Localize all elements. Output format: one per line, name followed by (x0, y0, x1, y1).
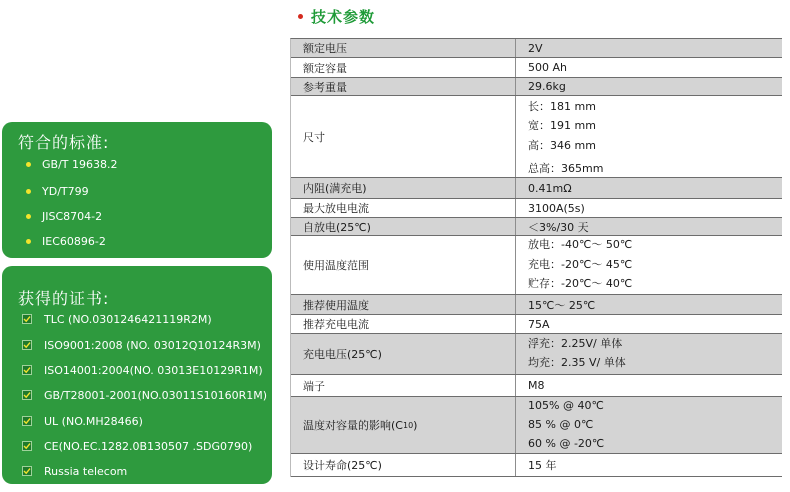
spec-value-line: 105% @ 40℃ (528, 399, 604, 412)
spec-value-line: 总高：365mm (528, 162, 604, 175)
standard-item (26, 234, 106, 250)
bullet-icon (26, 189, 31, 194)
standard-label: IEC60896-2 (42, 235, 106, 248)
spec-row (291, 178, 782, 199)
spec-value: 75A (528, 317, 550, 331)
spec-title (298, 6, 375, 27)
certificate-label: UL (NO.MH28466) (44, 415, 143, 428)
spec-name: 使用温度范围 (291, 236, 516, 294)
spec-value: 500 Ah (528, 61, 567, 74)
spec-row (291, 375, 782, 397)
standard-label: JISC8704-2 (42, 210, 103, 223)
spec-value: 2V (528, 41, 543, 55)
spec-value-group (516, 96, 782, 177)
certificate-item (22, 414, 143, 430)
standard-item (26, 209, 102, 225)
standards-panel (2, 122, 272, 258)
spec-value: 3100A(5s) (528, 201, 585, 215)
spec-name: 额定电压 (291, 39, 516, 57)
spec-value-group (516, 334, 782, 374)
standard-item (26, 157, 117, 173)
standard-label: YD/T799 (42, 185, 89, 198)
spec-name-text: 温度对容量的影响(C (303, 419, 403, 432)
certificate-item (22, 363, 263, 379)
certificate-item (22, 464, 127, 480)
spec-value: 29.6kg (528, 80, 566, 93)
spec-row (291, 96, 782, 178)
checkbox-checked-icon (22, 314, 32, 324)
bullet-icon (26, 239, 31, 244)
certificate-label: Russia telecom (44, 465, 128, 478)
certificate-label: CE(NO.EC.1282.0B130507 .SDG0790) (44, 440, 253, 453)
spec-name: 设计寿命(25℃) (291, 454, 516, 476)
spec-value-line: 宽：191 mm (528, 119, 596, 132)
certificate-label: GB/T28001-2001(NO.03011S10160R1M) (44, 389, 268, 402)
checkbox-checked-icon (22, 441, 32, 451)
checkbox-checked-icon (22, 365, 32, 375)
spec-name: 推荐使用温度 (291, 295, 516, 314)
spec-row (291, 78, 782, 96)
spec-row (291, 236, 782, 295)
spec-row (291, 334, 782, 375)
checkbox-checked-icon (22, 340, 32, 350)
spec-table (290, 38, 782, 477)
spec-value: M8 (528, 379, 545, 392)
spec-value-line: 高：346 mm (528, 139, 596, 152)
standard-item (26, 184, 89, 200)
spec-value-line: 60 % @ -20℃ (528, 437, 605, 450)
certificate-item (22, 388, 267, 404)
spec-row (291, 199, 782, 218)
bullet-dot-icon (298, 14, 303, 19)
spec-row (291, 315, 782, 334)
certificate-label: ISO14001:2004(NO. 03013E10129R1M) (44, 364, 263, 377)
spec-row (291, 454, 782, 477)
standards-title: 符合的标准: (18, 133, 110, 152)
spec-name: 最大放电电流 (291, 199, 516, 217)
spec-value-line: 贮存：-20℃～ 40℃ (528, 277, 633, 290)
spec-value-line: 长：181 mm (528, 100, 596, 113)
spec-value-line: 均充：2.35 V/ 单体 (528, 356, 626, 369)
spec-value-line: 85 % @ 0℃ (528, 418, 594, 431)
certificates-title: 获得的证书: (18, 289, 110, 308)
checkbox-checked-icon (22, 466, 32, 476)
certificate-item (22, 312, 212, 328)
spec-title-text: 技术参数 (311, 8, 376, 26)
spec-name: 自放电(25℃) (291, 218, 516, 235)
spec-value-line: 充电：-20℃～ 45℃ (528, 258, 633, 271)
spec-name: 参考重量 (291, 78, 516, 95)
spec-name-end: ) (413, 418, 418, 432)
spec-name: 充电电压(25℃) (291, 334, 516, 374)
spec-row (291, 58, 782, 78)
certificate-label: ISO9001:2008 (NO. 03012Q10124R3M) (44, 339, 261, 352)
spec-name-subscript: 10 (402, 420, 414, 430)
spec-row (291, 218, 782, 236)
spec-name (291, 397, 516, 453)
bullet-icon (26, 214, 31, 219)
spec-name: 推荐充电电流 (291, 315, 516, 333)
spec-name: 内阻(满充电) (291, 178, 516, 198)
spec-name: 尺寸 (291, 96, 516, 177)
spec-name: 额定容量 (291, 58, 516, 77)
certificate-item (22, 338, 261, 354)
spec-row (291, 295, 782, 315)
spec-value-line: 浮充：2.25V/ 单体 (528, 337, 623, 350)
spec-name: 端子 (291, 375, 516, 396)
checkbox-checked-icon (22, 416, 32, 426)
spec-row (291, 397, 782, 454)
spec-value-group (516, 236, 782, 294)
spec-value: ＜3%/30 天 (528, 220, 589, 234)
checkbox-checked-icon (22, 390, 32, 400)
spec-value: 15 年 (528, 459, 557, 472)
spec-value-line: 放电：-40℃～ 50℃ (528, 238, 633, 251)
spec-row (291, 39, 782, 58)
certificate-label: TLC (NO.0301246421119R2M) (44, 313, 212, 326)
standard-label: GB/T 19638.2 (42, 158, 118, 171)
spec-value-group (516, 397, 782, 453)
spec-value: 15℃～ 25℃ (528, 298, 596, 312)
certificate-item (22, 439, 252, 455)
spec-value: 0.41mΩ (528, 181, 572, 195)
certificates-panel (2, 266, 272, 484)
bullet-icon (26, 162, 31, 167)
